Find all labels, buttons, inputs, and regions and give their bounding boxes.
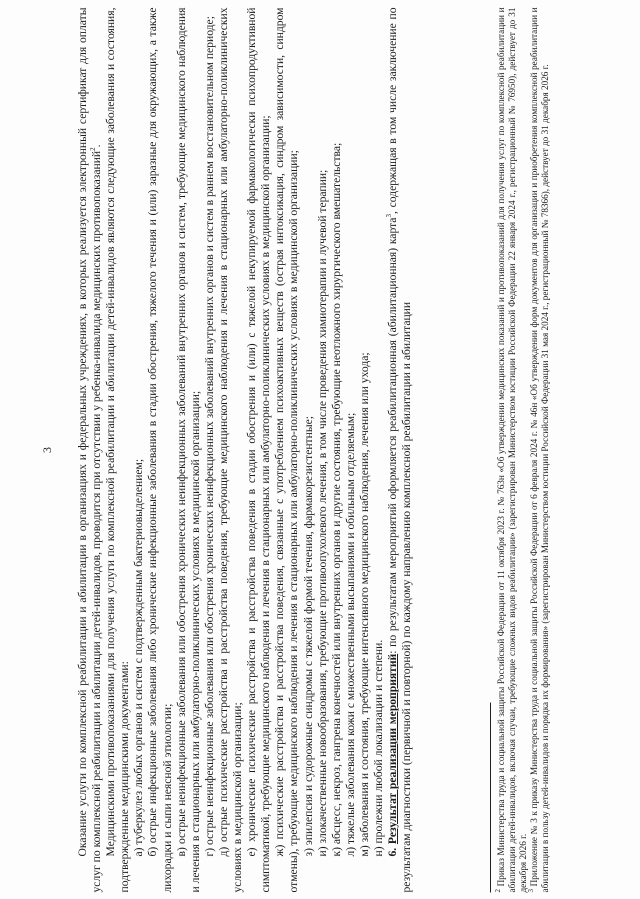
footnote-divider [490,702,491,892]
page-number: 3 [40,446,54,453]
list-item: м) заболевания и состояния, требующие интенсивного медицинского наблюдения, лечения или ухода; [357,351,371,856]
list-item: а) туберкулез любых органов и систем с подтвержденным бактериовыделением; [132,458,146,856]
list-item: б) острые инфекционные заболевания либо хронические инфекционные заболевания в стадии обострения, тяжелого течения и (или) заразные для окружающих, а также лихорадки и сыпи неясной этиологии; [146,7,174,892]
intro-paragraph [76,7,104,892]
footnotes [490,7,551,892]
footnote-mark: 2 [493,888,502,892]
intro-end: . [90,143,104,147]
footnote-ref: 2 [89,146,98,151]
section-text: : по результатам мероприятий оформляется реабилитационная (абилитационная) карта [386,217,400,654]
list-item: и) злокачественные новообразования, требующие противоопухолевого лечения, в том числе проведения химиотерапии и лучевой терапии; [315,169,329,856]
list-item: г) острые неинфекционные заболевания или обострения хронических неинфекционных заболеваний внутренних органов и систем в раннем восстановительном периоде; [202,15,216,856]
footnote-text: Приказ Министерства труда и социальной защиты Российской Федерации от 11 октября 2023 г. № 763н «Об утверждении медицинских показаний и противопоказаний для получения услуг по комплексной реабилитации и абилитации детей-инвалидов, включая случаи, требующие сложных видов реабилитации» (зарегистрирован Министерством юстиции Российской Федерации 22 января 2024 г., регистрационный № 76950), действует до 31 декабря 2026 г. [496,6,528,892]
list-item: д) острые психические расстройства и расстройства поведения, требующие медицинского наблюдения и лечения в стационарных или амбулаторно-поликлинических условиях в медицинской организации; [216,7,245,892]
section-title: Результат реализации мероприятий [386,653,400,844]
section-number: 6. [386,847,400,856]
list-item: ж) психические расстройства и расстройства поведения, связанные с употреблением психоактивных веществ (острая интоксикация, синдром зависимости, синдром отмены), требующие медицинского наблюдения и лечения в стационарных или амбулаторно-поликлинических условиях в медицинской организации; [273,7,301,892]
list-item: л) тяжелые заболевания кожи с множественными высыпаниями и обильным отделяемым; [343,412,357,856]
footnote-ref: 3 [385,213,394,218]
section-text-continued: , содержащая в том числе заключение по результатам диагностики (первичной и повторной) по каждому направлению комплексной реабилитации и абилитации [386,7,414,892]
document-body [76,7,414,892]
list-item: е) хронические психические расстройства и расстройства поведения в стадии обострения и (или) с тяжелой некупируемой фармакологически психопродуктивной симптоматикой, требующие медицинского наблюдения и лечения в стационарных или амбулаторно-поликлинических условиях в медицинской организации; [245,7,273,892]
footnote-text: Приложение № 3 к приказу Министерства труда и социальной защиты Российской Федерации от 6 февраля 2024 г. № 46н «Об утверждении форм документов для организации и приобретения комплексной реабилитации и абилитации в пользу детей-инвалидов и порядка их формирования» (зарегистрирован Министерством юстиции Российской Федерации 31 мая 2024 г., регистрационный № 78366), действует до 31 декабря 2026 г. [529,6,550,892]
footnote [526,6,551,892]
list-item: з) эпилепсия и судорожные синдромы с тяжелой формой течения, фармакорезистентные; [301,415,315,856]
section-6-paragraph [386,7,414,892]
list-item: в) острые неинфекционные заболевания или обострения хронических неинфекционных заболеваний внутренних органов и систем, требующие медицинского наблюдения и лечения в стационарных или амбулаторно-поликлинических условиях в медицинской организации; [174,7,202,892]
footnote [493,6,529,892]
footnote-mark: 3 [526,888,535,892]
list-item: к) абсцесс, некроз, гангрена конечностей или внутренних органов и другие состояния, требующие неотложного хирургического вмешательства; [329,142,343,856]
contraindications-paragraph: Медицинскими противопоказаниями для получения услуги по комплексной реабилитации и абилитации детей-инвалидов являются следующие заболевания и состояния, подтвержденные медицинскими документами: [104,7,132,892]
rotated-page-content [40,7,600,892]
intro-text: Оказание услуги по комплексной реабилитации и абилитации в организациях и федеральных учреждениях, в которых реализуется электронный сертификат для оплаты услуг по комплексной реабилитации и абилитации детей-инвалидов, проводится при отсутствии у ребенка-инвалида медицинских противопоказаний [76,7,104,892]
list-item: н) пролежни любой локализации и степени. [371,639,385,856]
